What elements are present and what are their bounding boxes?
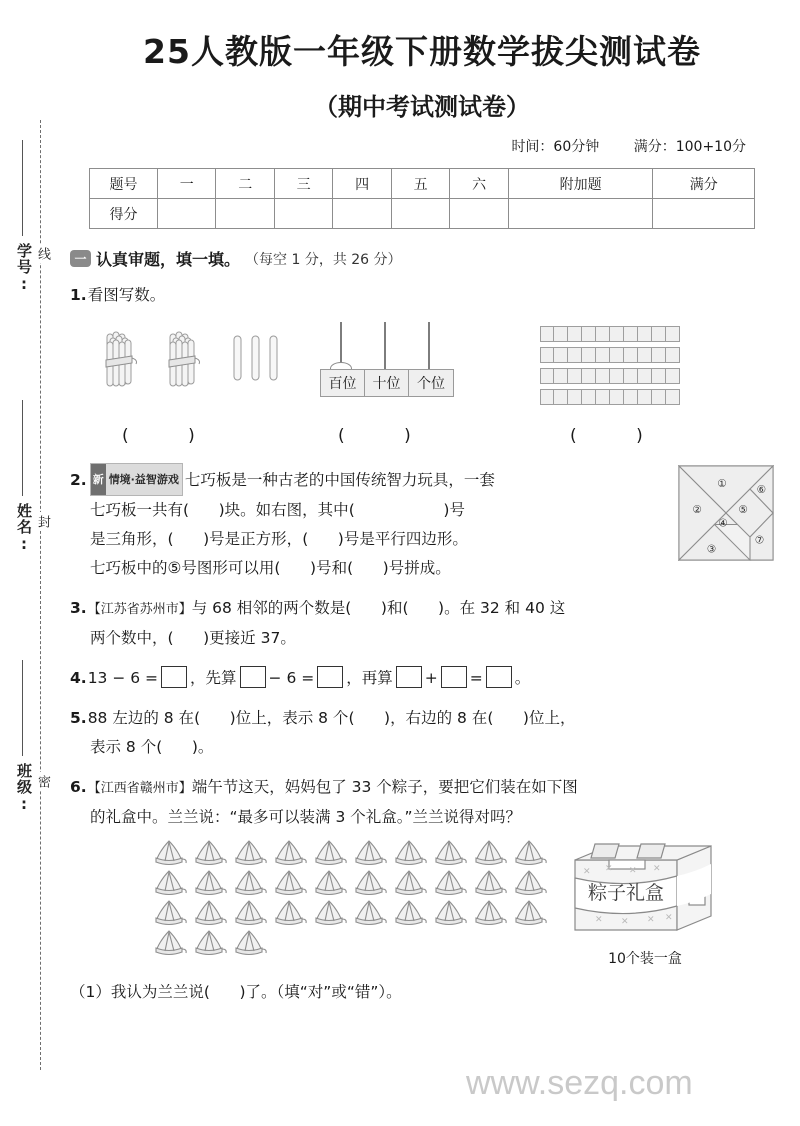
question-5-text-1c: ，右边的 8 在	[390, 709, 488, 727]
zongzi-icon	[232, 838, 268, 867]
question-2-number: 2.	[70, 471, 87, 489]
question-2-line-4	[70, 554, 774, 583]
zongzi-icon	[472, 838, 508, 867]
question-1-answer-row	[70, 426, 774, 452]
question-2-line-1	[70, 463, 774, 496]
score-col-2: 二	[216, 169, 274, 199]
answer-blank-q5-4[interactable]	[156, 738, 198, 756]
question-2-text-1: 七巧板是一种古老的中国传统智力玩具，一套	[184, 471, 495, 489]
zongzi-icon	[272, 868, 308, 897]
question-6-line-2	[70, 803, 774, 832]
question-2-text-4b: 号和	[316, 559, 348, 577]
question-4-text-a: 13 − 6 =	[87, 669, 159, 687]
answer-blank-q2-5[interactable]	[274, 559, 316, 577]
score-cell-2[interactable]	[216, 199, 274, 229]
question-3	[70, 594, 774, 653]
section-title: 认真审题，填一填。	[96, 250, 241, 269]
zongzi-icon	[512, 838, 548, 867]
sticks-figure	[104, 330, 292, 388]
cube-stack-figure	[540, 326, 680, 405]
zongzi-icon	[152, 868, 188, 897]
question-2	[70, 463, 774, 583]
score-cell-6[interactable]	[450, 199, 508, 229]
answer-box-q4-3[interactable]	[317, 666, 343, 688]
question-2-text-3c: 号是平行四边形。	[343, 530, 468, 548]
class-rule	[22, 660, 23, 756]
answer-blank-q2-1[interactable]	[183, 501, 225, 519]
svg-text:✕: ✕	[653, 864, 661, 874]
zongzi-icon	[352, 868, 388, 897]
question-3-number: 3.	[70, 599, 87, 617]
answer-box-q4-4[interactable]	[396, 666, 422, 688]
svg-text:⑦: ⑦	[754, 534, 765, 547]
giftbox-label: 粽子礼盒	[587, 882, 665, 904]
zongzi-icon	[392, 838, 428, 867]
page-title: 25人教版一年级下册数学拔尖测试卷	[143, 32, 701, 71]
question-2-text-3a: 是三角形，	[90, 530, 168, 548]
site-watermark: www.sezq.com	[466, 1064, 693, 1102]
name-rule	[22, 400, 23, 496]
page-subtitle: （期中考试测试卷）	[314, 93, 530, 121]
giftbox-caption: 10个装一盒	[608, 951, 682, 967]
rod-ones	[428, 322, 430, 374]
question-2-text-4c: 号拼成。	[388, 559, 451, 577]
question-4-text-c: − 6 =	[268, 669, 315, 687]
question-5-text-1b: 位上，表示 8 个	[235, 709, 349, 727]
new-context-badge	[90, 463, 183, 496]
question-5-text-1a: 88 左边的 8 在	[87, 709, 195, 727]
abacus-base	[320, 369, 454, 397]
svg-text:⑥: ⑥	[756, 483, 767, 496]
question-4-text-b: ，先算	[190, 669, 237, 687]
question-5-text-2b: 。	[197, 738, 214, 756]
question-6	[70, 773, 774, 832]
question-2-text-2b: 块。如右图，其中	[224, 501, 349, 519]
question-3-text-2a: 两个数中，	[90, 629, 168, 647]
zongzi-icon	[432, 838, 468, 867]
answer-blank-q5-2[interactable]	[348, 709, 390, 727]
score-table	[89, 168, 755, 229]
zongzi-icon	[272, 838, 308, 867]
score-cell-full[interactable]	[653, 199, 755, 229]
question-4-number: 4.	[70, 669, 87, 687]
tangram-figure	[678, 465, 774, 571]
question-3-text-1b: 和	[386, 599, 403, 617]
question-2-text-2a: 七巧板一共有	[90, 501, 184, 519]
question-4-text-d: ，再算	[346, 669, 393, 687]
question-5-text-2a: 表示 8 个	[90, 738, 157, 756]
svg-text:①: ①	[717, 478, 727, 491]
zongzi-icon	[232, 928, 268, 957]
seal-char-mi: 密	[33, 772, 52, 791]
answer-blank-q2-4[interactable]	[302, 530, 344, 548]
zongzi-icon	[232, 868, 268, 897]
answer-box-q4-5[interactable]	[441, 666, 467, 688]
section-badge: 一	[70, 250, 91, 267]
stick-bundle-icon	[167, 330, 223, 388]
seal-line-margin	[0, 0, 56, 1126]
zongzi-icon	[432, 898, 468, 927]
cube-row	[540, 389, 680, 405]
zongzi-icon	[352, 898, 388, 927]
svg-text:✕: ✕	[583, 867, 591, 877]
exam-meta	[70, 136, 774, 156]
score-col-5: 五	[391, 169, 449, 199]
svg-text:✕: ✕	[665, 913, 673, 923]
svg-text:✕: ✕	[647, 915, 655, 925]
svg-text:✕: ✕	[621, 917, 629, 927]
zongzi-icon	[432, 868, 468, 897]
seal-char-feng: 封	[33, 512, 52, 531]
question-6-sub1-text-a: （1）我认为兰兰说	[70, 983, 204, 1001]
score-col-6: 六	[450, 169, 508, 199]
question-6-sub-1	[70, 978, 774, 1007]
question-2-line-2	[70, 496, 774, 525]
zongzi-icon	[312, 868, 348, 897]
question-6-region-tag: 【江西省赣州市】	[87, 781, 192, 796]
zongzi-icon	[472, 898, 508, 927]
answer-blank-q3-1[interactable]	[345, 599, 387, 617]
question-4-text-g: 。	[514, 669, 531, 687]
stick-bundle-icon	[104, 330, 160, 388]
answer-blank-cubes[interactable]: ( )	[570, 426, 643, 446]
svg-text:⑤: ⑤	[738, 504, 749, 516]
score-col-3: 三	[274, 169, 332, 199]
question-2-text-4a: 七巧板中的⑤号图形可以用	[90, 559, 275, 577]
answer-blank-abacus[interactable]: ( )	[338, 426, 411, 446]
answer-box-q4-1[interactable]	[161, 666, 187, 688]
question-6-line-1	[70, 773, 774, 803]
giftbox-figure	[565, 834, 725, 968]
student-id-label: 学号:	[15, 243, 33, 294]
question-3-text-1a: 与 68 相邻的两个数是	[191, 599, 346, 617]
score-cell-3[interactable]	[274, 199, 332, 229]
question-6-sub1-text-b: 了。（填“对”或“错”）。	[245, 983, 402, 1001]
svg-text:✕: ✕	[595, 915, 603, 925]
zongzi-icon	[192, 898, 228, 927]
question-5-line-1	[70, 704, 774, 733]
student-id-rule	[22, 140, 23, 236]
zongzi-icon	[192, 838, 228, 867]
section-score-note: （每空 1 分，共 26 分）	[245, 251, 402, 268]
question-1-figures	[70, 314, 774, 426]
answer-blank-sticks[interactable]: ( )	[122, 426, 195, 446]
question-3-text-1c: 。在 32 和 40 这	[444, 599, 566, 617]
question-6-number: 6.	[70, 778, 87, 796]
question-1-text: 看图写数。	[87, 286, 166, 304]
place-value-abacus	[320, 322, 453, 397]
score-table-row-label-1: 得分	[90, 199, 158, 229]
score-col-1: 一	[158, 169, 216, 199]
abacus-label-tens: 十位	[365, 370, 409, 396]
class-label: 班级:	[15, 763, 33, 814]
badge-light-text: 情境·益智游戏	[106, 464, 182, 495]
zongzi-icon	[512, 898, 548, 927]
score-table-row-label-0: 题号	[90, 169, 158, 199]
question-2-text-2c: 号	[449, 501, 465, 519]
score-cell-4[interactable]	[333, 199, 391, 229]
abacus-label-hundreds: 百位	[321, 370, 365, 396]
score-cell-5[interactable]	[391, 199, 449, 229]
cube-row	[540, 368, 680, 384]
question-1-number: 1.	[70, 286, 87, 304]
zongzi-icon	[192, 868, 228, 897]
section-heading-1	[70, 247, 774, 270]
seal-char-line: 线	[33, 244, 52, 263]
name-label: 姓名:	[15, 503, 33, 554]
question-4-text-e: +	[424, 669, 438, 687]
zongzi-icon	[472, 868, 508, 897]
badge-dark-text: 新	[91, 464, 106, 495]
question-3-line-2	[70, 624, 774, 653]
question-5	[70, 704, 774, 762]
tangram-diagram-icon	[678, 465, 774, 561]
svg-text:②: ②	[692, 504, 702, 516]
rod-tens	[384, 322, 386, 374]
question-3-region-tag: 【江苏省苏州市】	[87, 602, 192, 617]
question-1	[70, 281, 774, 310]
svg-text:④: ④	[718, 517, 728, 530]
cube-row	[540, 326, 680, 342]
zongzi-icon	[392, 898, 428, 927]
zongzi-icon	[512, 868, 548, 897]
question-2-line-3	[70, 525, 774, 554]
question-6-text-2: 的礼盒中。兰兰说：“最多可以装满 3 个礼盒。”兰兰说得对吗？	[90, 808, 522, 826]
zongzi-icon	[312, 838, 348, 867]
exam-page	[56, 0, 800, 1126]
answer-blank-q3-3[interactable]	[168, 629, 210, 647]
svg-text:✕: ✕	[629, 866, 637, 876]
score-col-4: 四	[333, 169, 391, 199]
exam-time: 时间：60分钟	[511, 139, 600, 155]
question-2-text-3b: 号是正方形，	[209, 530, 303, 548]
answer-blank-q2-2[interactable]	[349, 501, 450, 519]
answer-box-q4-2[interactable]	[240, 666, 266, 688]
answer-blank-q2-3[interactable]	[168, 530, 210, 548]
score-cell-bonus[interactable]	[508, 199, 653, 229]
score-col-full: 满分	[653, 169, 755, 199]
question-5-number: 5.	[70, 709, 87, 727]
abacus-label-ones: 个位	[417, 376, 445, 392]
answer-blank-q5-1[interactable]	[194, 709, 236, 727]
svg-text:③: ③	[706, 543, 717, 556]
question-3-line-1	[70, 594, 774, 624]
table-row-header	[90, 169, 755, 199]
zongzi-icon	[352, 838, 388, 867]
table-row-scores	[90, 199, 755, 229]
question-6-text-1: 端午节这天，妈妈包了 33 个粽子，要把它们装在如下图	[191, 778, 578, 796]
answer-blank-q5-3[interactable]	[487, 709, 529, 727]
cube-row	[540, 347, 680, 363]
zongzi-icon	[392, 868, 428, 897]
answer-box-q4-6[interactable]	[486, 666, 512, 688]
question-4	[70, 664, 774, 693]
zongzi-icon	[152, 898, 188, 927]
score-col-bonus: 附加题	[508, 169, 653, 199]
question-4-text-f: =	[469, 669, 483, 687]
question-3-text-2b: 更接近 37。	[209, 629, 296, 647]
answer-blank-q6-1[interactable]	[204, 983, 246, 1001]
zongzi-icon	[312, 898, 348, 927]
gift-box-icon	[565, 834, 725, 940]
question-5-line-2	[70, 733, 774, 762]
zongzi-icon	[192, 928, 228, 957]
score-cell-1[interactable]	[158, 199, 216, 229]
zongzi-grid	[152, 838, 552, 957]
svg-text:✕: ✕	[605, 864, 613, 874]
answer-blank-q3-2[interactable]	[402, 599, 444, 617]
zongzi-icon	[232, 898, 268, 927]
question-6-figures	[70, 838, 774, 967]
exam-total: 满分：100+10分	[633, 139, 746, 155]
answer-blank-q2-6[interactable]	[347, 559, 389, 577]
zongzi-icon	[152, 928, 188, 957]
zongzi-icon	[152, 838, 188, 867]
zongzi-icon	[272, 898, 308, 927]
loose-sticks-icon	[230, 330, 292, 388]
question-5-text-1d: 位上，	[528, 709, 576, 727]
